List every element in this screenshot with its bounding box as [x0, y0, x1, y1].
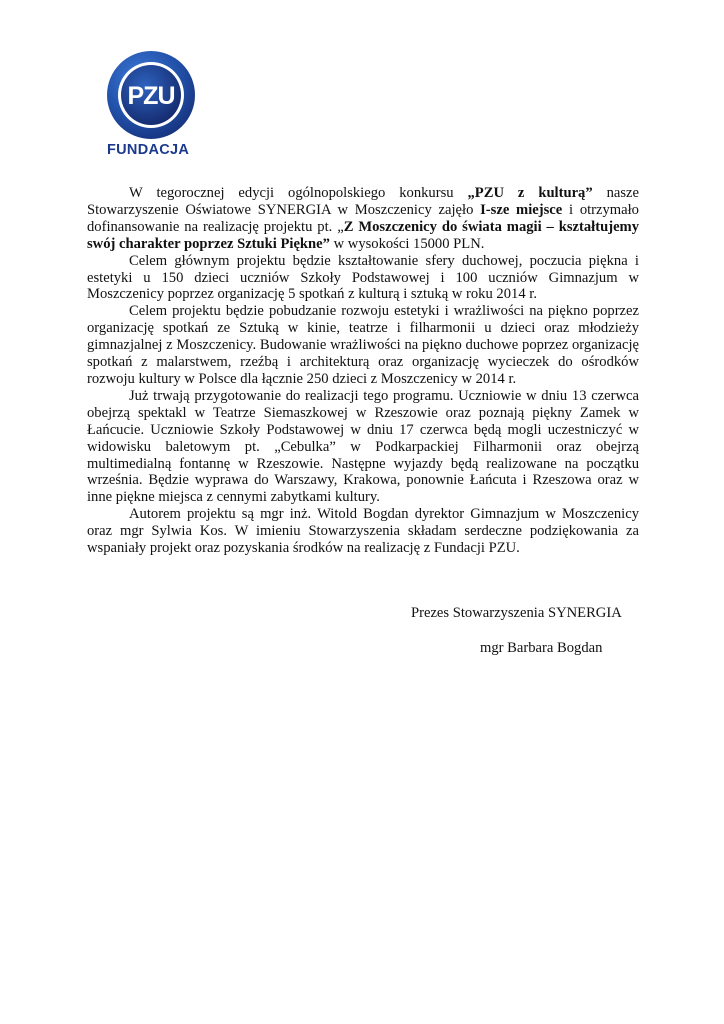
paragraph	[87, 303, 639, 388]
text-run: Autorem projektu są mgr inż. Witold Bogdan dyrektor Gimnazjum w Moszczenicy oraz mgr Sylwia Kos. W imieniu Stowarzyszenia składam serdeczne podziękowania za wspaniały projekt oraz pozyskania środków na realizację z Fundacji PZU.	[87, 506, 639, 557]
bold-text: Z Moszczenicy do świata magii – kształtujemy swój charakter poprzez Sztuki Piękne”	[87, 218, 640, 252]
text-run: w wysokości 15000 PLN.	[329, 235, 485, 252]
text-run: Celem projektu będzie pobudzanie rozwoju estetyki i wrażliwości na piękno poprzez organizację spotkań ze Sztuką w kinie, teatrze i filharmonii u dzieci oraz młodzieży gimnazjalnej z Moszczenicy. Budowanie wrażliwości na piękno duchowe poprzez organizację spotkań z malarstwem, rzeźbą i architekturą oraz organizację wycieczek do ośrodków rozwoju kultury w Polsce dla łącznie 250 dzieci z Moszczenicy w 2014 r.	[87, 303, 639, 387]
logo-caption: FUNDACJA	[107, 142, 190, 158]
paragraph	[87, 388, 639, 506]
letter-body	[87, 185, 639, 557]
pzu-logo-mark-icon	[106, 50, 196, 140]
text-run: W tegorocznej edycji ogólnopolskiego konkursu	[129, 185, 468, 201]
paragraph	[87, 253, 639, 304]
bold-text: I-sze miejsce	[480, 201, 563, 218]
text-run: nasze Stowarzyszenie Oświatowe SYNERGIA w Moszczenicy zajęło	[87, 185, 639, 218]
signature-name: mgr Barbara Bogdan	[480, 640, 603, 656]
bold-text: „PZU z kulturą”	[467, 185, 593, 201]
signature-role: Prezes Stowarzyszenia SYNERGIA	[411, 605, 622, 621]
text-run: Już trwają przygotowanie do realizacji tego programu. Uczniowie w dniu 13 czerwca obejrzą spektakl w Teatrze Siemaszkowej w Rzeszowie oraz poznają piękny Zamek w Łańcucie. Uczniowie Szkoły Podstawowej w dniu 17 czerwca będą mogli uczestniczyć w widowisku baletowym pt. „Cebulka” w Podkarpackiej Filharmonii oraz obejrzą multimedialną fontannę w Rzeszowie. Następne wyjazdy będą realizowane na początku września. Będzie wyprawa do Warszawy, Krakowa, ponownie Łańcuta i Rzeszowa oraz w inne piękne miejsca z cennymi zabytkami kultury.	[87, 387, 639, 506]
pzu-fundacja-logo	[104, 50, 200, 158]
text-run: i otrzymało dofinansowanie na realizację projektu pt. „	[87, 201, 639, 235]
paragraph	[87, 506, 639, 557]
pzu-logo-text: PZU	[127, 82, 175, 110]
text-run: Celem głównym projektu będzie kształtowanie sfery duchowej, poczucia piękna i estetyki u 150 dzieci uczniów Szkoły Podstawowej i 100 uczniów Gimnazjum w Moszczenicy poprzez organizację 5 spotkań z kulturą i sztuką w roku 2014 r.	[87, 252, 639, 303]
paragraph	[87, 185, 639, 253]
